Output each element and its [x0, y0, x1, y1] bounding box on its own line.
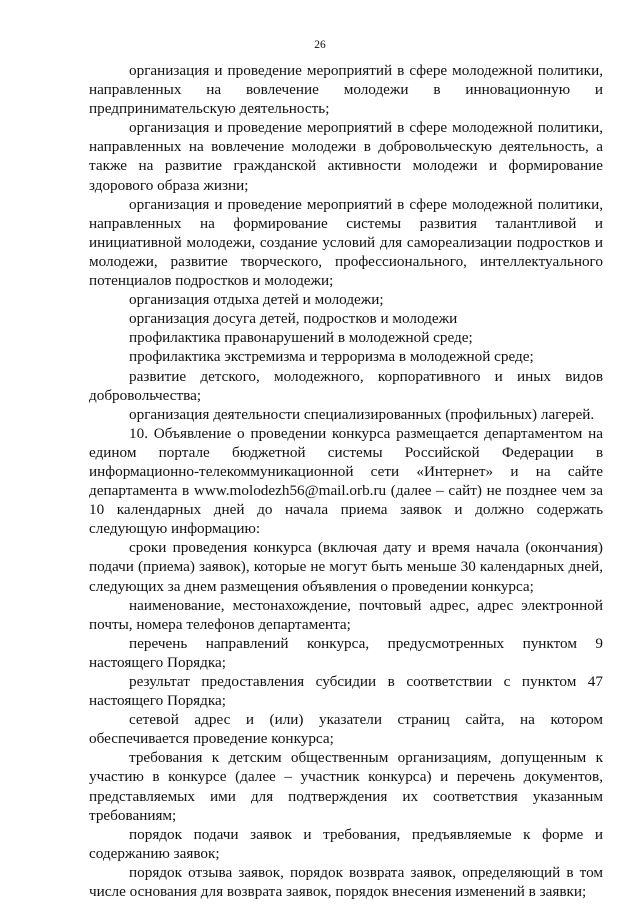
list-item-contest-dates: сроки проведения конкурса (включая дату и время начала (окончания) подачи (приема) заявок), которые не могут быть меньше 30 календарных дней, следующих за днем размещения объявления о проведении конкурса; — [89, 539, 603, 595]
list-item-site-address: сетевой адрес и (или) указатели страниц сайта, на котором обеспечивается проведение конкурса; — [89, 711, 603, 748]
page-number: 26 — [314, 39, 326, 51]
list-item-extremism-prevention: профилактика экстремизма и терроризма в молодежной среде; — [129, 348, 534, 366]
document-body — [89, 61, 603, 901]
list-item-camps: организация деятельности специализированных (профильных) лагерей. — [129, 405, 595, 423]
list-item-recreation: организация отдыха детей и молодежи; — [129, 291, 384, 309]
list-item-withdrawal-procedure: порядок отзыва заявок, порядок возврата заявок, определяющий в том числе основания для возврата заявок, порядок внесения изменений в заявки; — [89, 863, 603, 901]
list-item-department-contacts: наименование, местонахождение, почтовый адрес, адрес электронной почты, номера телефонов департамента; — [89, 596, 603, 633]
list-item-innovation: организация и проведение мероприятий в сфере молодежной политики, направленных на вовлечение молодежи в инновационную и предпринимательскую деятельность; — [89, 62, 603, 118]
list-item-leisure: организация досуга детей, подростков и молодежи — [129, 310, 458, 328]
list-item-offense-prevention: профилактика правонарушений в молодежной среде; — [129, 329, 473, 347]
list-item-talented-youth: организация и проведение мероприятий в сфере молодежной политики, направленных на формирование системы развития талантливой и инициативной молодежи, создание условий для самореализации подростков и молодежи, развитие творческого, профессионального, интеллектуального потенциалов подростков и молодежи; — [89, 195, 603, 290]
list-item-subsidy-result: результат предоставления субсидии в соответствии с пунктом 47 настоящего Порядка; — [89, 673, 603, 710]
list-item-participant-requirements: требования к детским общественным организациям, допущенным к участию в конкурсе (далее – участник конкурса) и перечень документов, представляемых ими для подтверждения их соответствия указанным требованиям; — [89, 749, 603, 824]
list-item-volunteer-development: развитие детского, молодежного, корпоративного и иных видов добровольчества; — [89, 367, 603, 404]
list-item-application-procedure: порядок подачи заявок и требования, предъявляемые к форме и содержанию заявок; — [89, 825, 603, 862]
list-item-volunteering: организация и проведение мероприятий в сфере молодежной политики, направленных на вовлечение молодежи в добровольческую деятельность, а также на развитие гражданской активности молодежи и формирование здорового образа жизни; — [89, 119, 603, 194]
section-10-paragraph: 10. Объявление о проведении конкурса размещается департаментом на едином портале бюджетной системы Российской Федерации в информационно-телекоммуникационной сети «Интернет» и на сайте департамента в www.molodezh56@mail.orb.ru (далее – сайт) не позднее чем за 10 календарных дней до начала приема заявок и должно содержать следующую информацию: — [89, 424, 603, 538]
list-item-contest-directions: перечень направлений конкурса, предусмотренных пунктом 9 настоящего Порядка; — [89, 634, 603, 671]
